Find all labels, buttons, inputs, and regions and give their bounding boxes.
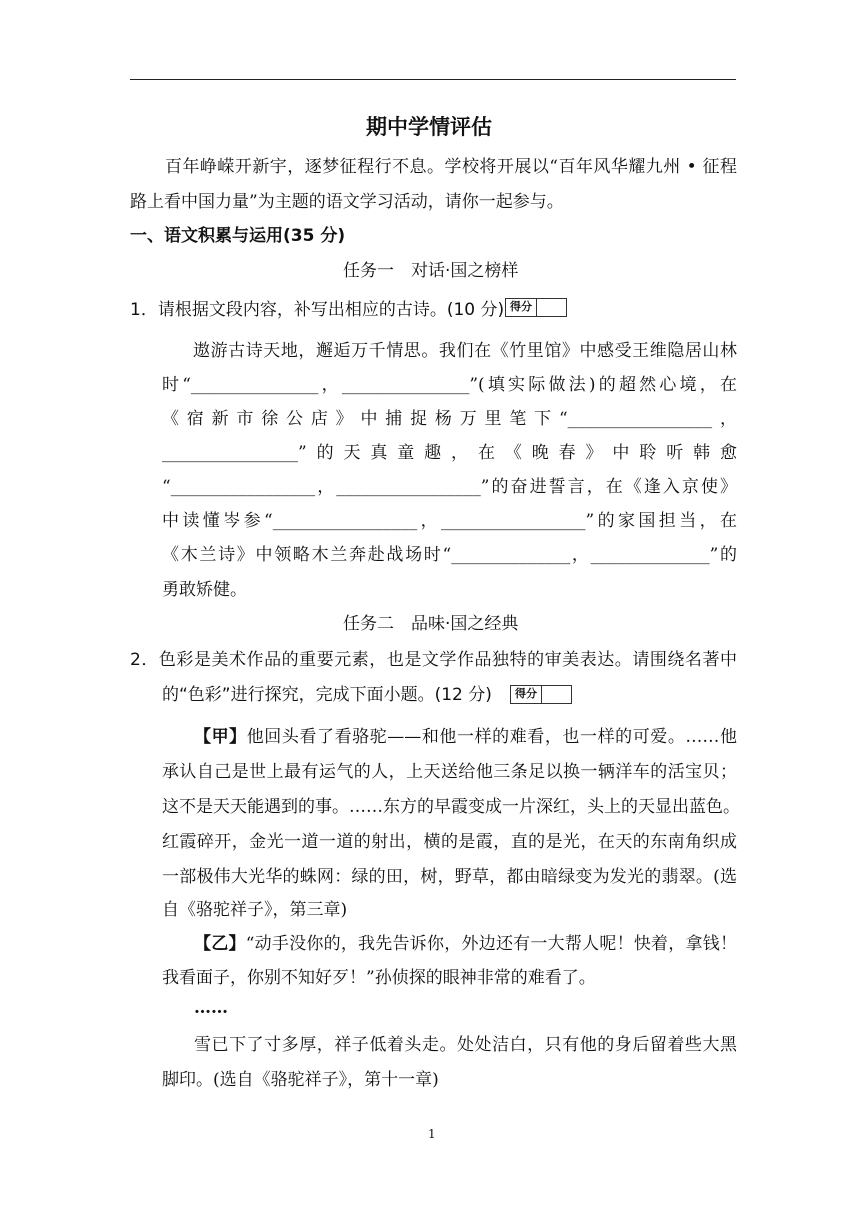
score-label: 得分 xyxy=(511,686,542,703)
passage-label-jia: 【甲】 xyxy=(194,727,247,747)
task-heading-2: 任务二 品味·国之经典 xyxy=(343,614,519,634)
score-box-q2 xyxy=(510,685,572,704)
section-heading-1: 一、语文积累与运用(35 分) xyxy=(130,226,346,246)
score-box-q1 xyxy=(505,298,567,317)
q1-para-line-5: “_________________，_________________”的奋进誓言，在《逢入京使》 xyxy=(162,477,737,497)
passage-jia-line-5: 一部极伟大光华的蛛网：绿的田，树，野草，都由暗绿变为发光的翡翠。(选 xyxy=(162,867,737,887)
q1-para-line-6: 中读懂岑参“_________________，_________________”的家国担当，在 xyxy=(162,511,737,531)
passage-yi-line-3: 雪已下了寸多厚，祥子低着头走。处处洁白，只有他的身后留着些大黑 xyxy=(194,1035,737,1055)
q1-para-line-7: 《木兰诗》中领略木兰奔赴战场时“______________，______________”的 xyxy=(162,545,737,565)
score-label: 得分 xyxy=(506,299,537,316)
question-2-line-1: 2．色彩是美术作品的重要元素，也是文学作品独特的审美表达。请围绕名著中 xyxy=(130,650,737,670)
passage-ellipsis: …… xyxy=(194,998,228,1018)
q1-para-line-2: 时“_______________，_______________”(填实际做法)的超然心境，在 xyxy=(162,375,737,395)
page-number: 1 xyxy=(428,1127,436,1141)
score-cell[interactable] xyxy=(542,686,571,703)
passage-yi-line-1 xyxy=(194,934,737,954)
passage-label-yi: 【乙】 xyxy=(194,934,246,954)
q1-para-line-1: 遨游古诗天地，邂逅万千情思。我们在《竹里馆》中感受王维隐居山林 xyxy=(193,341,737,361)
passage-jia-line-4: 红霞碎开，金光一道一道的射出，横的是霞，直的是光，在天的东南角织成 xyxy=(162,832,737,852)
page-title: 期中学情评估 xyxy=(366,115,492,139)
intro-line-1: 百年峥嵘开新宇，逐梦征程行不息。学校将开展以“百年风华耀九州 • 征程 xyxy=(165,157,737,177)
question-2-line-2: 的“色彩”进行探究，完成下面小题。(12 分) xyxy=(162,685,492,705)
q1-para-line-3: 《宿新市徐公店》中捕捉杨万里笔下“_________________， xyxy=(162,409,737,429)
passage-jia-line-2: 承认自己是世上最有运气的人，上天送给他三条足以换一辆洋车的活宝贝； xyxy=(162,762,737,782)
passage-jia-line-1 xyxy=(194,727,737,747)
passage-jia-text: 他回头看了看骆驼——和他一样的难看，也一样的可爱。……他 xyxy=(246,727,738,747)
score-cell[interactable] xyxy=(537,299,566,316)
passage-yi-line-4: 脚印。(选自《骆驼祥子》，第十一章) xyxy=(162,1070,439,1090)
passage-yi-text: “动手没你的，我先告诉你，外边还有一大帮人呢！快着，拿钱！ xyxy=(245,934,737,954)
passage-yi-line-2: 我看面子，你别不知好歹！”孙侦探的眼神非常的难看了。 xyxy=(162,968,596,988)
q1-para-line-4: ________________”的天真童趣，在《晚春》中聆听韩愈 xyxy=(162,443,737,463)
header-rule xyxy=(130,79,736,80)
passage-jia-line-6: 自《骆驼祥子》，第三章) xyxy=(162,900,348,920)
task-heading-1: 任务一 对话·国之榜样 xyxy=(343,261,519,281)
q1-para-line-8: 勇敢矫健。 xyxy=(162,580,247,600)
passage-jia-line-3: 这不是天天能遇到的事。……东方的早霞变成一片深红，头上的天显出蓝色。 xyxy=(162,797,740,817)
question-1: 1．请根据文段内容，补写出相应的古诗。(10 分) xyxy=(130,300,505,320)
intro-line-2: 路上看中国力量”为主题的语文学习活动，请你一起参与。 xyxy=(130,192,564,212)
